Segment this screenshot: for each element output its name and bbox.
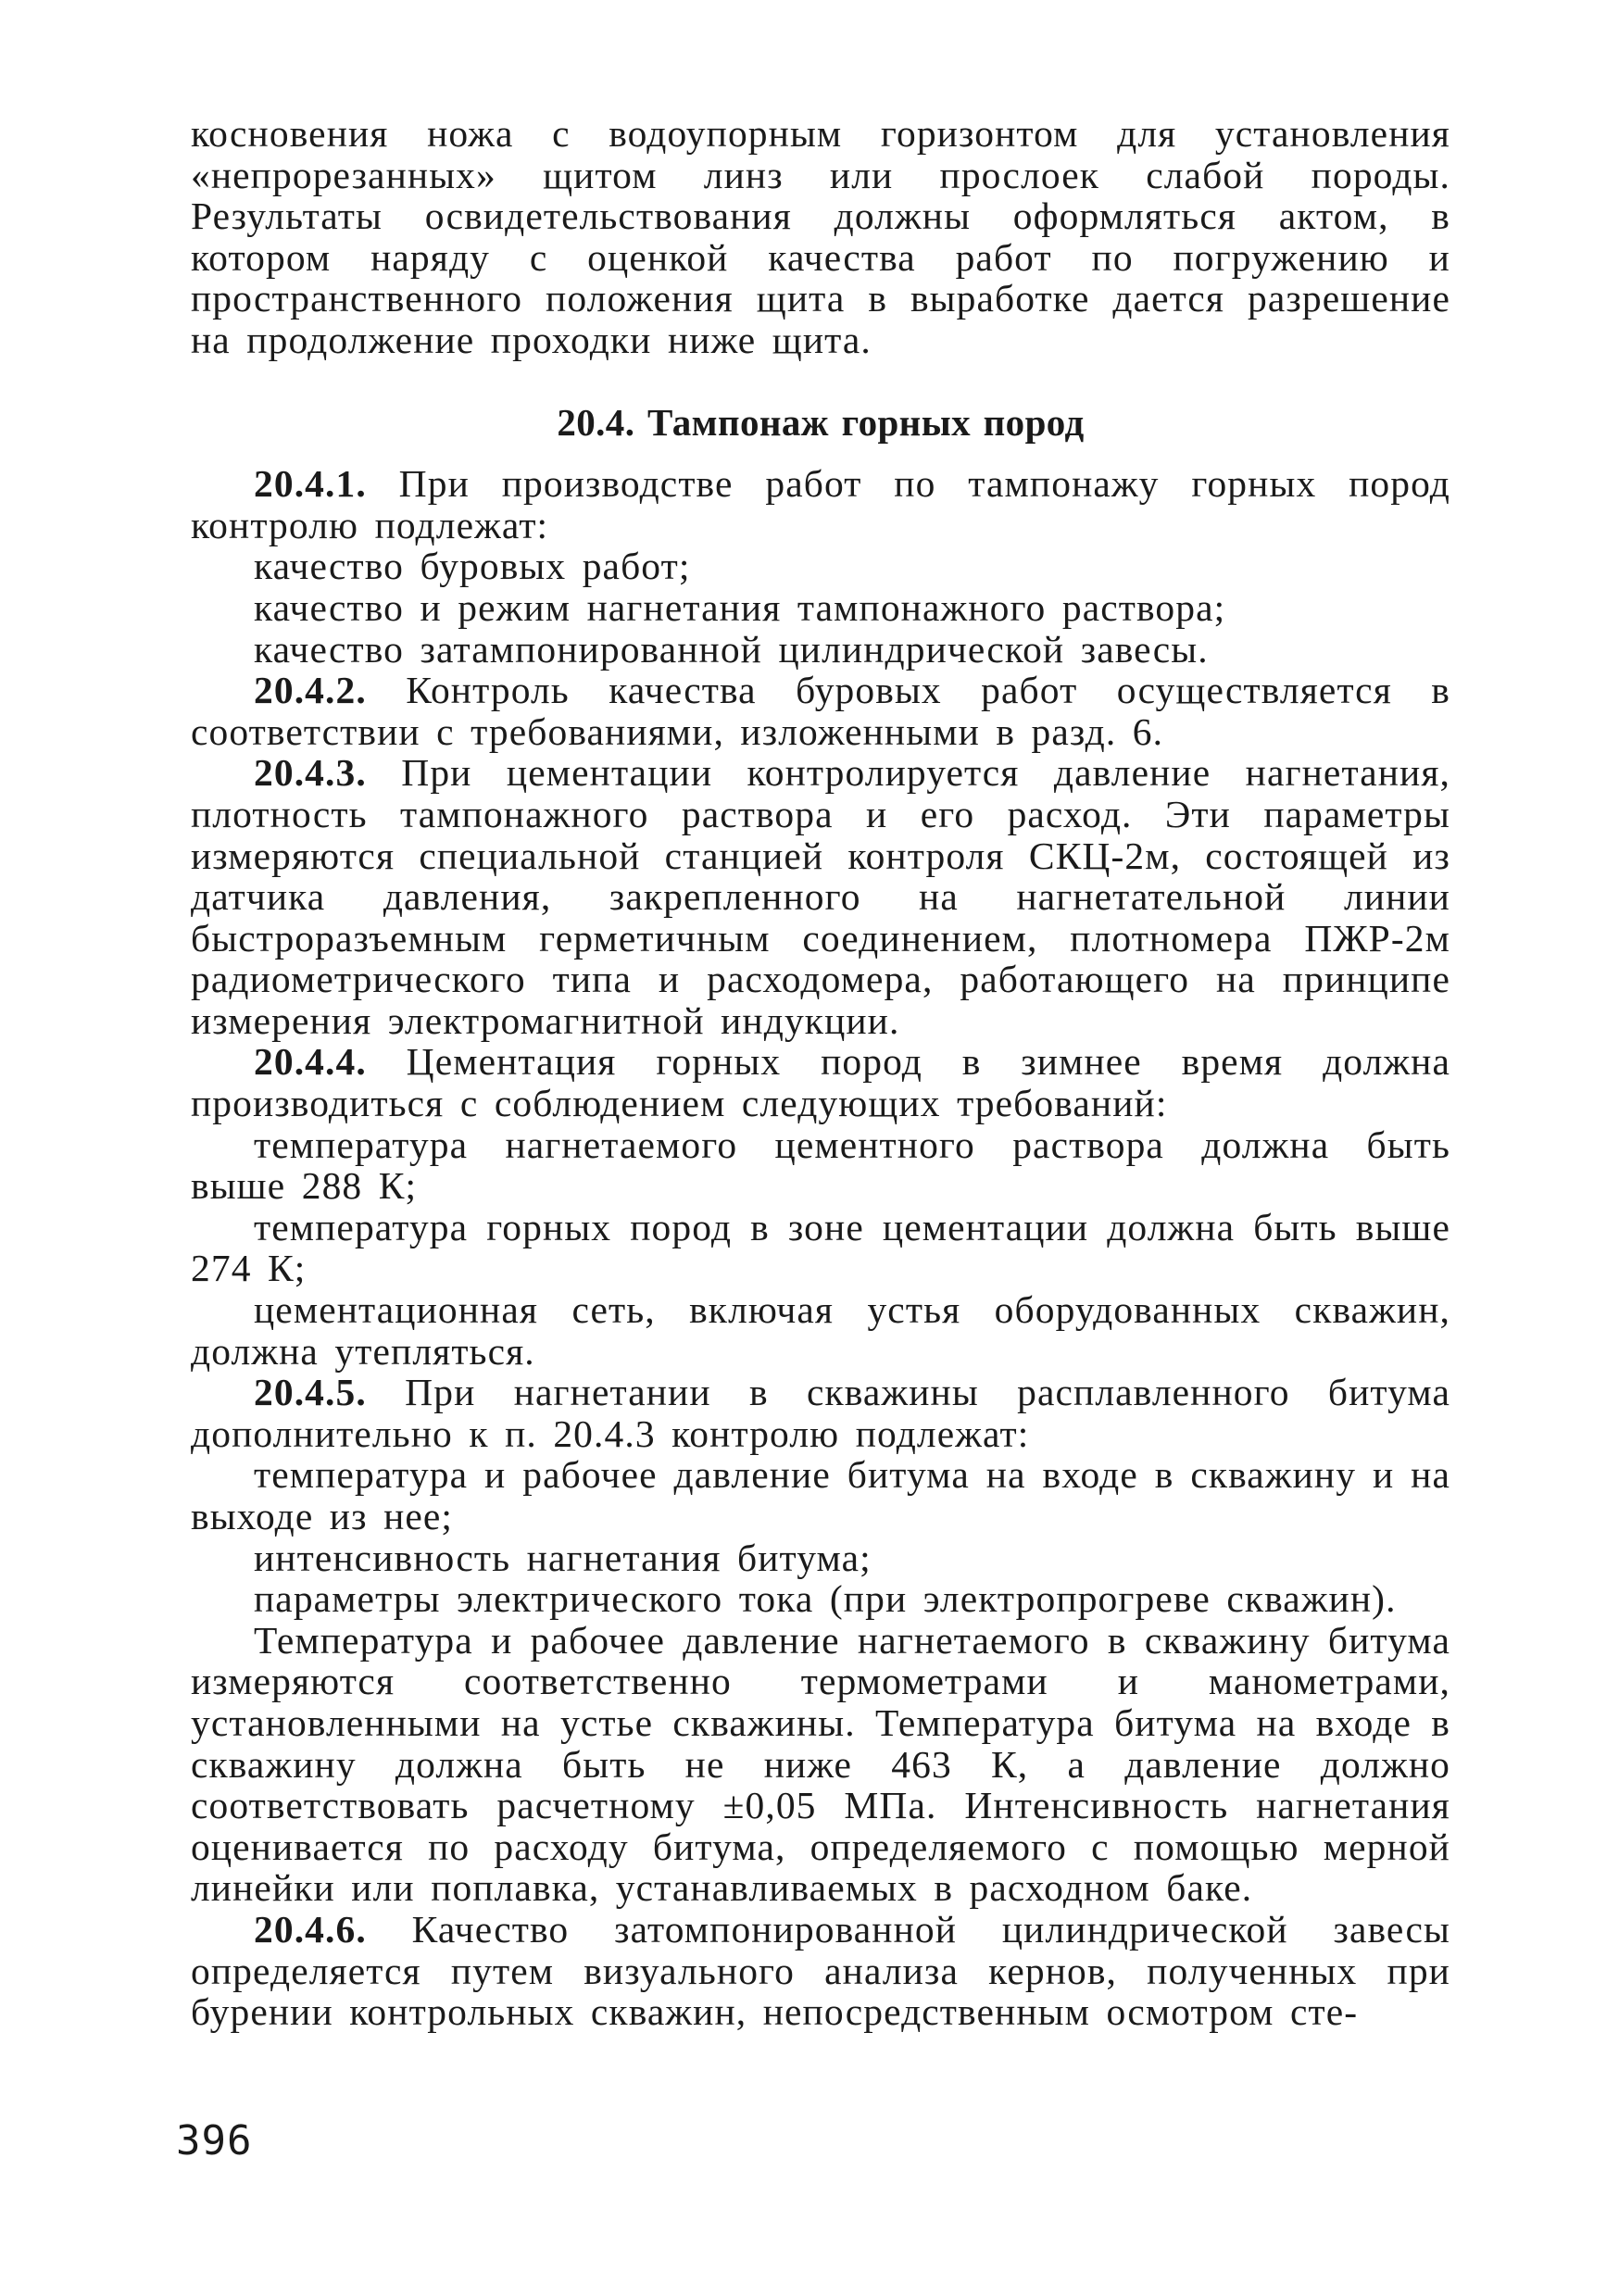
clause-20-4-4 — [191, 1041, 1450, 1123]
clause-text: При цементации контролируется давление нагнетания, плотность тампонажного раствора и его расход. Эти параметры измеряются специальной станцией контроля СКЦ-2м, состоящей из датчика давления, закрепленного на нагнетательной линии быстроразъемным герметичным соединением, плотномера ПЖР-2м радиометрического типа и расходомера, работающего на принципе измерения электромагнитной индукции. — [191, 751, 1450, 1042]
list-item: качество и режим нагнетания тампонажного раствора; — [254, 585, 1226, 629]
list-item: Температура и рабочее давление нагнетаемого в скважину битума измеряются соответственно термометрами и манометрами, установленными на устье скважины. Температура битума на входе в скважину должна быть не ниже 463 К, а давление должно соответствовать расчетному ±0,05 МПа. Интенсивность нагнетания оценивается по расходу битума, определяемого с помощью мерной линейки или поплавка, устанавливаемых в расходном баке. — [191, 1618, 1450, 1910]
list-item: интенсивность нагнетания битума; — [254, 1536, 872, 1579]
clause-text: При производстве работ по тампонажу горных пород контролю подлежат: — [191, 462, 1450, 546]
clause-text: Цементация горных пород в зимнее время должна производиться с соблюдением следующих требований: — [191, 1040, 1450, 1125]
list-item: температура нагнетаемого цементного раствора должна быть выше 288 К; — [191, 1123, 1450, 1208]
list-item: цементационная сеть, включая устья оборудованных скважин, должна утепляться. — [191, 1288, 1450, 1373]
clause-20-4-2 — [191, 670, 1450, 752]
section-heading: 20.4. Тампонаж горных пород — [557, 400, 1085, 444]
list-item: температура и рабочее давление битума на входе в скважину и на выходе из нее; — [191, 1453, 1450, 1537]
clause-number: 20.4.2. — [254, 669, 367, 712]
clause-20-4-3 — [191, 752, 1450, 1041]
list-item: качество буровых работ; — [254, 545, 691, 588]
clause-text: Контроль качества буровых работ осуществляется в соответствии с требованиями, изложенными в разд. 6. — [191, 669, 1450, 753]
clause-number: 20.4.4. — [254, 1040, 367, 1084]
clause-20-4-5 — [191, 1372, 1450, 1454]
clause-number: 20.4.3. — [254, 751, 367, 795]
intro-paragraph: косновения ножа с водоупорным горизонтом для установления «непрорезанных» щитом линз или прослоек слабой породы. Результаты освидетельствования должны оформляться актом, в котором наряду с оценкой качества работ по погружению и пространственного положения щита в выработке дается разрешение на продолжение проходки ниже щита. — [191, 112, 1450, 361]
clause-20-4-6 — [191, 1909, 1450, 2033]
page-number: 396 — [176, 2117, 253, 2164]
clause-text: При нагнетании в скважины расплавленного битума дополнительно к п. 20.4.3 контролю подлежат: — [191, 1371, 1450, 1455]
clause-number: 20.4.1. — [254, 462, 367, 506]
clause-20-4-1 — [191, 463, 1450, 546]
list-item: параметры электрического тока (при электропрогреве скважин). — [254, 1577, 1397, 1621]
clause-text: Качество затомпонированной цилиндрической завесы определяется путем визуального анализа кернов, полученных при бурении контрольных скважин, непосредственным осмотром сте- — [191, 1907, 1450, 2034]
list-item: качество затампонированной цилиндрической завесы. — [254, 627, 1209, 671]
clause-number: 20.4.6. — [254, 1907, 367, 1951]
clause-number: 20.4.5. — [254, 1371, 367, 1414]
list-item: температура горных пород в зоне цементации должна быть выше 274 К; — [191, 1205, 1450, 1290]
page-body — [191, 113, 1450, 2033]
